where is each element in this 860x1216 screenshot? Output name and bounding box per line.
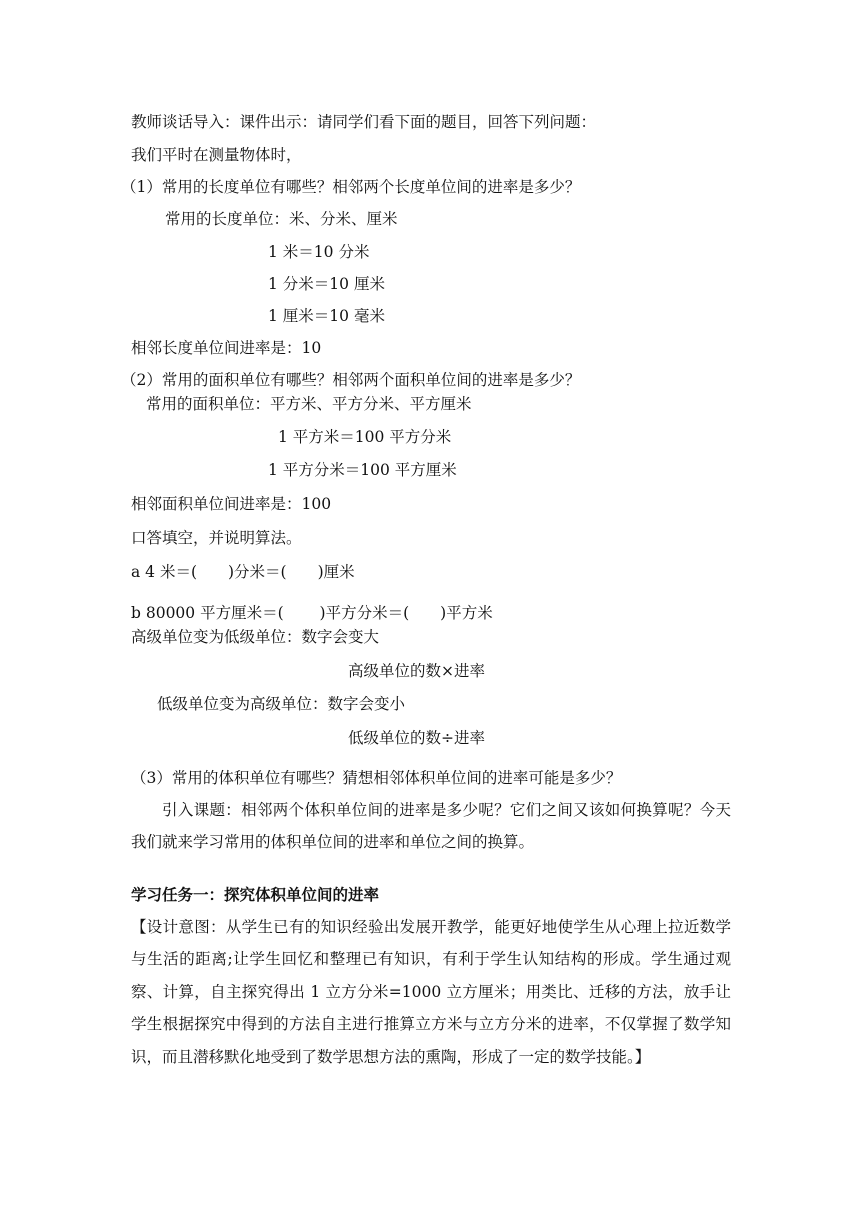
rule-low-to-high: 低级单位变为高级单位：数字会变小 (157, 695, 406, 713)
oral-fill-title: 口答填空，并说明算法。 (131, 529, 302, 547)
rule-low-to-high-formula: 低级单位的数÷进率 (348, 729, 485, 747)
design-intent-paragraph: 【设计意图：从学生已有的知识经验出发展开教学，能更好地使学生从心理上拉近数学与生活的距离;让学生回忆和整理已有知识，有利于学生认知结构的形成。学生通过观察、计算，自主探究得出 1 立方分米=1000 立方厘米；用类比、迁移的方法，放手让学生根据探究中得到的方法自主进行推算立方米与立方分米的进率，不仅掌握了数学知识，而且潜移默化地受到了数学思想方法的熏陶，形成了一定的数学技能。】 (131, 918, 731, 1066)
rule-high-to-low: 高级单位变为低级单位：数字会变大 (131, 628, 380, 646)
area-equation-2: 1 平方分米＝100 平方厘米 (268, 461, 457, 479)
rule-high-to-low-formula: 高级单位的数×进率 (348, 662, 485, 680)
question-2: （2）常用的面积单位有哪些？相邻两个面积单位间的进率是多少？ (121, 371, 581, 389)
area-rate: 相邻面积单位间进率是：100 (131, 495, 332, 513)
task1-heading: 学习任务一：探究体积单位间的进率 (131, 885, 380, 904)
area-equation-1: 1 平方米＝100 平方分米 (278, 428, 452, 446)
lead-in-paragraph: 引入课题：相邻两个体积单位间的进率是多少呢？它们之间又该如何换算呢？今天我们就来学习常用的体积单位间的进率和单位之间的换算。 (131, 801, 731, 851)
area-units: 常用的面积单位：平方米、平方分米、平方厘米 (146, 395, 472, 413)
length-equation-2: 1 分米＝10 厘米 (268, 275, 385, 293)
length-equation-3: 1 厘米＝10 毫米 (268, 307, 385, 325)
length-equation-1: 1 米＝10 分米 (268, 243, 370, 261)
intro-line-1: 教师谈话导入：课件出示：请同学们看下面的题目，回答下列问题： (131, 113, 597, 131)
intro-line-2: 我们平时在测量物体时， (131, 146, 302, 164)
oral-fill-b: b 80000 平方厘米＝( )平方分米＝( )平方米 (131, 604, 493, 622)
length-units: 常用的长度单位：米、分米、厘米 (165, 210, 398, 228)
oral-fill-a: a 4 米＝( )分米＝( )厘米 (131, 563, 355, 581)
length-rate: 相邻长度单位间进率是：10 (131, 339, 322, 357)
question-1: （1）常用的长度单位有哪些？相邻两个长度单位间的进率是多少？ (121, 178, 581, 196)
question-3: （3）常用的体积单位有哪些？猜想相邻体积单位间的进率可能是多少？ (131, 769, 622, 787)
